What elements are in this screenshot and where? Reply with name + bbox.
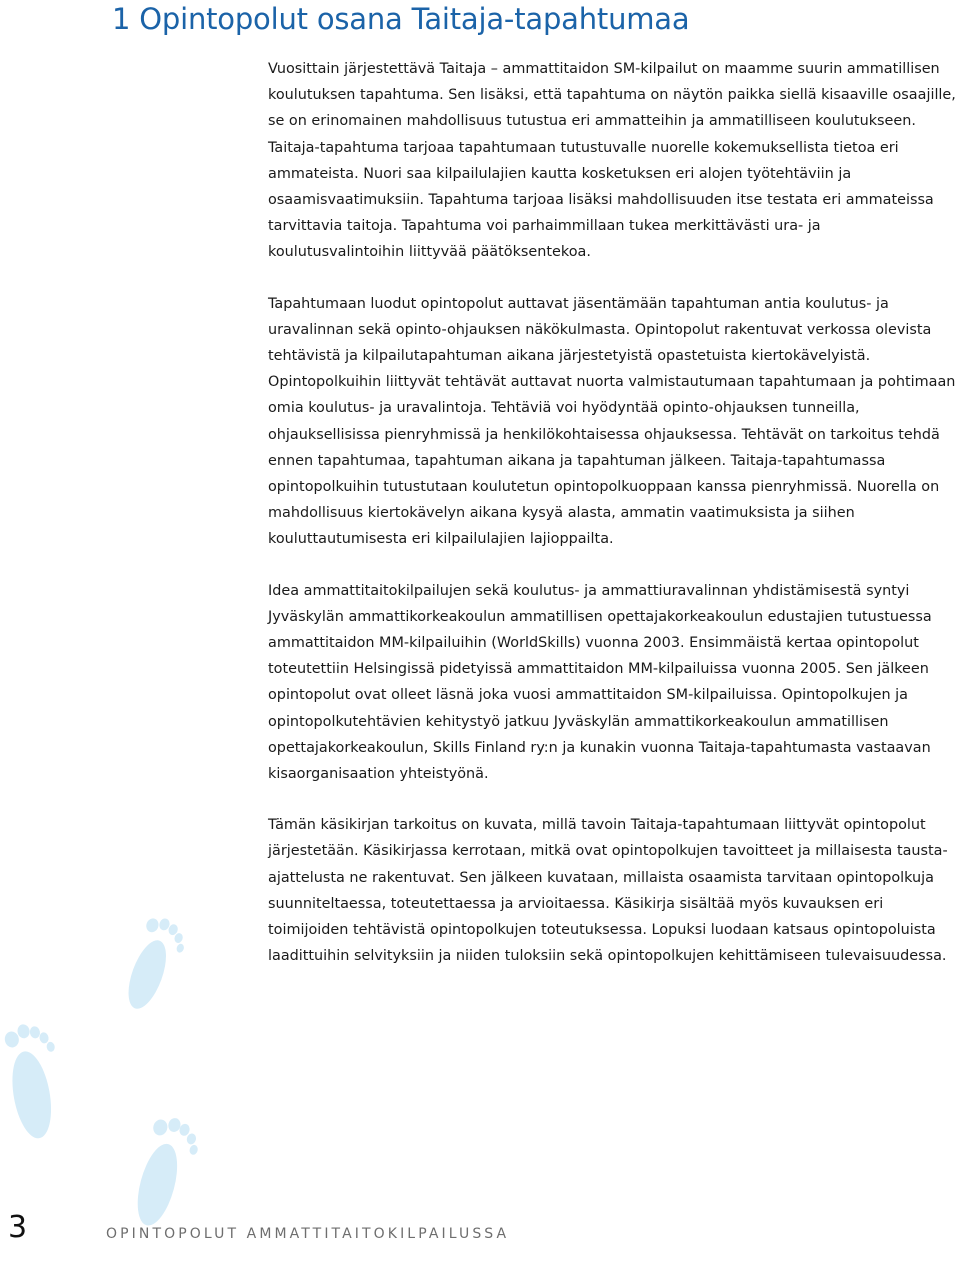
page-number: 3 bbox=[8, 1210, 28, 1245]
paragraph-study-paths: Tapahtumaan luodut opintopolut auttavat jäsentämään tapahtuman antia koulutus- ja uravalinnan sekä opinto-ohjauksen näkökulmasta. Opintopolut rakentuvat verkossa olevista tehtävistä ja kilpailutapahtuman aikana järjestetyistä opastetuista kiertokävelyistä. Opintopolkuihin liittyvät tehtävät auttavat nuorta valmistautumaan tapahtumaan ja pohtimaan omia koulutus- ja uravalintoja. Tehtäviä voi hyödyntää opinto-ohjauksen tunneilla, ohjauksellisissa pienryhmissä ja henkilökohtaisessa ohjauksessa. Tehtävät on tarkoitus tehdä ennen tapahtumaa, tapahtuman aikana ja tapahtuman jälkeen. Taitaja-tapahtumassa opintopolkuihin tutustutaan koulutetun opintopolkuoppaan kanssa pienryhmissä. Nuorella on mahdollisuus kiertokävelyn aikana kysyä alasta, ammatin vaatimuksista ja siihen kouluttautumisesta eri kilpailulajien lajioppailta. bbox=[268, 295, 956, 548]
paragraph-history: Idea ammattitaitokilpailujen sekä koulutus- ja ammattiuravalinnan yhdistämisestä syntyi Jyväskylän ammattikorkeakoulun ammatillisen opettajakorkeakoulun edustajien tutustuessa ammattitaidon MM-kilpailuihin (WorldSkills) vuonna 2003. Ensimmäistä kertaa opintopolut toteutettiin Helsingissä pidetyissä ammattitaidon MM-kilpailuissa vuonna 2005. Sen jälkeen opintopolut ovat olleet läsnä joka vuosi ammattitaidon SM-kilpailuissa. Opintopolkujen ja opintopolkutehtävien kehitystyö jatkuu Jyväskylän ammattikorkeakoulun ammatillisen opettajakorkeakoulun, Skills Finland ry:n ja kunakin vuonna Taitaja-tapahtumasta vastaavan kisaorganisaation yhteistyönä. bbox=[268, 582, 932, 783]
body-text bbox=[268, 56, 956, 995]
paragraph-handbook-purpose: Tämän käsikirjan tarkoitus on kuvata, millä tavoin Taitaja-tapahtumaan liittyvät opintopolut järjestetään. Käsikirjassa kerrotaan, mitkä ovat opintopolkujen tavoitteet ja millaisesta tausta-ajattelusta ne rakentuvat. Sen jälkeen kuvataan, millaista osaamista tarvitaan opintopolkuja suunniteltaessa, toteutettaessa ja arvioitaessa. Käsikirja sisältää myös kuvauksen eri toimijoiden tehtävistä opintopolkujen toteutuksessa. Lopuksi luodaan katsaus opintopoluista laadittuihin selvityksiin ja niiden tuloksiin sekä opintopolkujen kehittämiseen tulevaisuudessa. bbox=[268, 817, 948, 965]
chapter-title: 1 Opintopolut osana Taitaja-tapahtumaa bbox=[112, 2, 690, 36]
footprints-icon bbox=[0, 905, 200, 1230]
running-footer-title: OPINTOPOLUT AMMATTITAITOKILPAILUSSA bbox=[106, 1226, 510, 1242]
paragraph-intro: Vuosittain järjestettävä Taitaja – ammattitaidon SM-kilpailut on maamme suurin ammatillisen koulutuksen tapahtuma. Sen lisäksi, että tapahtuma on näytön paikka siellä kisaaville osaajille, se on erinomainen mahdollisuus tutustua eri ammatteihin ja ammatilliseen koulutukseen. Taitaja-tapahtuma tarjoaa tapahtumaan tutustuvalle nuorelle kokemuksellista tietoa eri ammateista. Nuori saa kilpailulajien kautta kosketuksen eri alojen työtehtäviin ja osaamisvaatimuksiin. Tapahtuma tarjoaa lisäksi mahdollisuuden itse testata eri ammateissa tarvittavia taitoja. Tapahtuma voi parhaimmillaan tukea merkittävästi ura- ja koulutusvalintoihin liittyvää päätöksentekoa. bbox=[268, 61, 956, 261]
